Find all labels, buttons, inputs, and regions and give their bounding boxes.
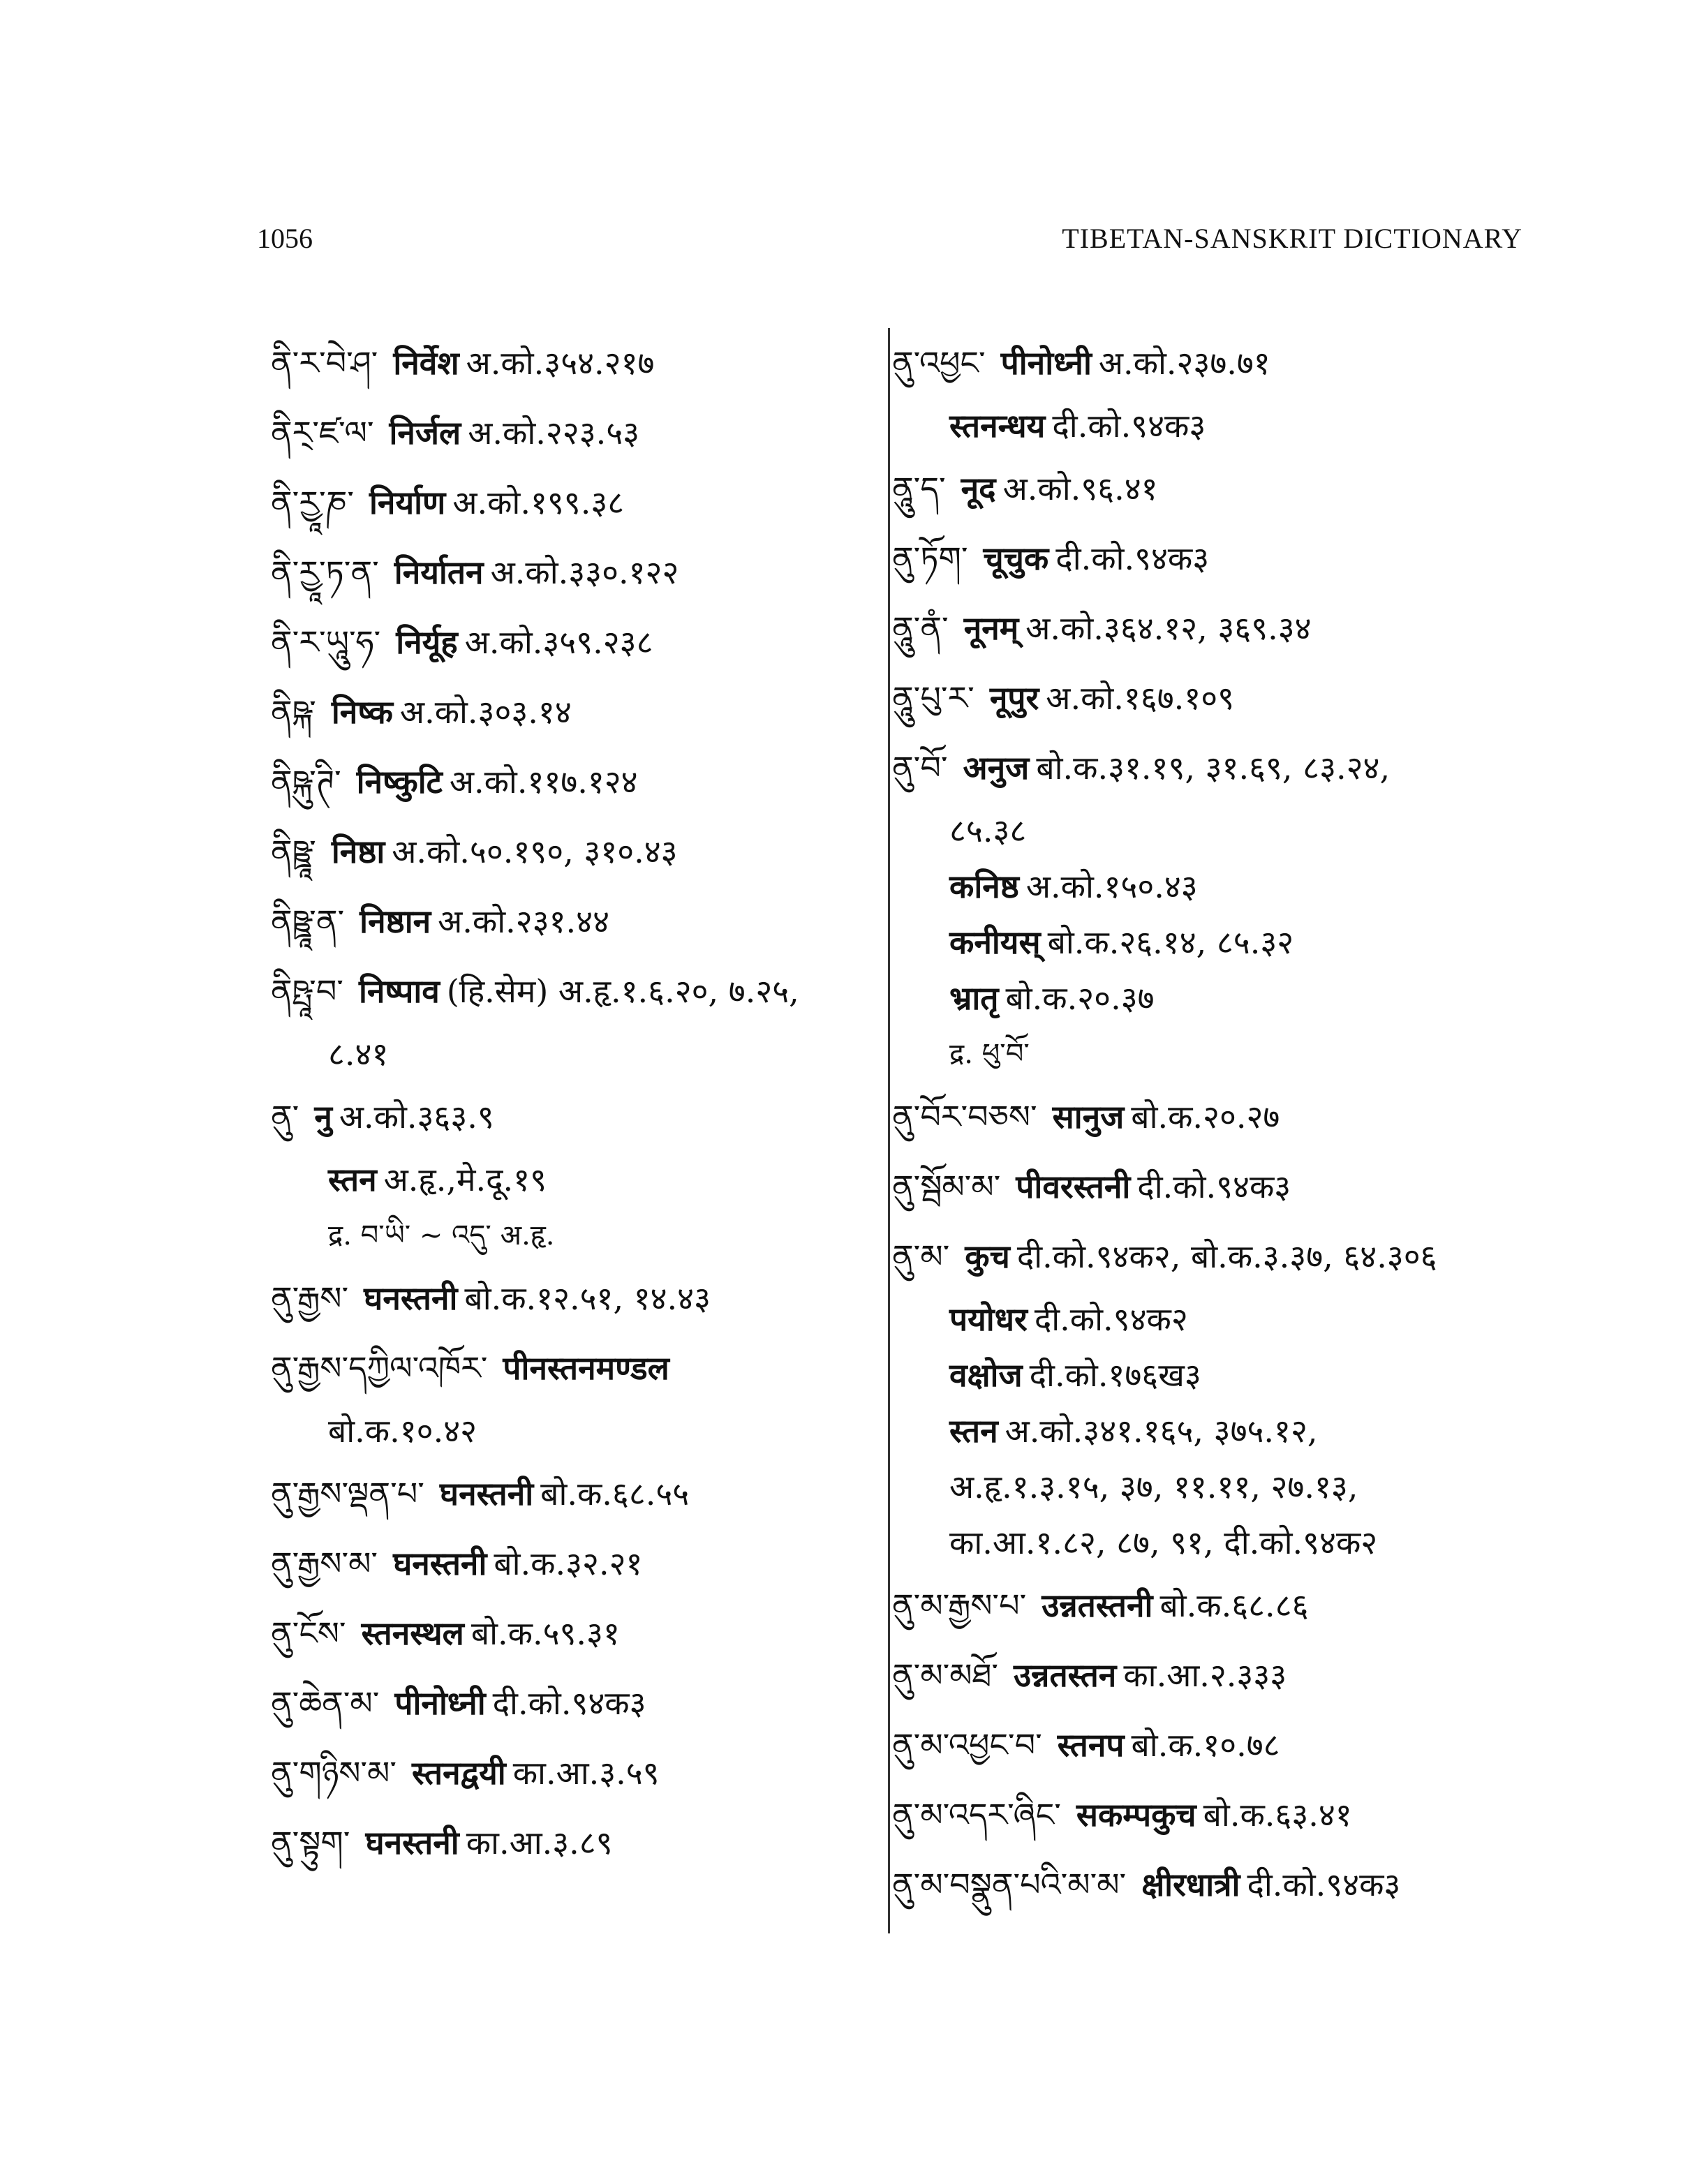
sanskrit-equivalent: स्तनन्धय: [949, 407, 1046, 445]
source-reference: का.आ.१.८२, ८७, ९१, दी.को.९४क२: [949, 1524, 1378, 1561]
source-reference: ८५.३८: [949, 812, 1027, 849]
tibetan-headword: ནུ་བོར་བཅས་: [892, 1098, 1037, 1136]
sanskrit-equivalent: उन्नतस्तनी: [1042, 1587, 1153, 1624]
left-column: [271, 328, 864, 1878]
sanskrit-equivalent: अनुज: [963, 749, 1030, 787]
tibetan-headword: ནུ་མ་: [892, 1238, 950, 1275]
tibetan-headword: ནི་རྱཱ་ཎ་: [271, 484, 355, 521]
entry-continuation: [892, 1515, 1534, 1570]
sanskrit-equivalent: निष्पाव: [358, 972, 440, 1010]
entry-continuation: [892, 1291, 1534, 1347]
source-reference: अ.को.९६.४१: [1002, 470, 1158, 507]
source-reference: अ.को.३०३.१४: [399, 693, 572, 731]
sanskrit-equivalent: घनस्तनी: [364, 1279, 458, 1317]
tibetan-headword: ནིཥྛཱ་ན་: [271, 902, 345, 940]
source-reference: दी.को.९४क३: [1055, 540, 1210, 577]
dictionary-entry: [271, 1529, 864, 1598]
source-reference: का.आ.२.३३३: [1123, 1656, 1287, 1694]
dictionary-entry: [892, 523, 1534, 593]
source-reference: अ.को.११७.१२४: [449, 763, 638, 801]
tibetan-headword: ནུ་སྦོམ་མ་: [892, 1168, 1001, 1205]
sanskrit-equivalent: स्तनद्वयी: [412, 1754, 506, 1792]
source-reference: अ.को.२२३.५३: [468, 414, 640, 452]
entry-continuation: [892, 803, 1534, 859]
sanskrit-equivalent: स्तन: [328, 1161, 377, 1198]
source-reference: अ.को.१९९.३८: [452, 484, 625, 521]
dictionary-entry: [271, 1459, 864, 1529]
sanskrit-equivalent: चूचुक: [983, 540, 1049, 577]
sanskrit-equivalent: नूनम्: [963, 609, 1019, 647]
sanskrit-equivalent: नूपुर: [989, 679, 1039, 717]
dictionary-entry: [271, 1668, 864, 1738]
tibetan-headword: ནུ་རྒྱས་དཀྱིལ་འཁོར་: [271, 1349, 488, 1387]
source-reference: अ.को.३५४.२१७: [466, 344, 655, 382]
source-reference: अ.को.५०.१९०, ३१०.४३: [392, 833, 678, 870]
source-reference: बो.क.२०.२७: [1131, 1098, 1280, 1136]
sanskrit-equivalent: कुच: [965, 1238, 1010, 1275]
sanskrit-equivalent: निष्ठा: [331, 833, 385, 870]
source-reference: बो.क.६८.५५: [540, 1475, 690, 1513]
dictionary-entry: [892, 1221, 1534, 1291]
sanskrit-equivalent: निर्याण: [369, 484, 446, 521]
right-column: [892, 328, 1534, 1919]
tibetan-headword: ནི་རྱཱ་ཏ་ན་: [271, 554, 379, 591]
tibetan-headword: ནུ་སྟུག་: [271, 1824, 350, 1862]
source-reference: अ.को.१५०.४३: [1025, 868, 1198, 905]
sanskrit-equivalent: निर्वेश: [393, 344, 459, 382]
dictionary-entry: [271, 1808, 864, 1878]
dictionary-entry: [892, 663, 1534, 733]
sanskrit-equivalent: पीनोध्नी: [394, 1684, 486, 1722]
dictionary-entry: [271, 1333, 864, 1403]
source-reference: बो.क.५९.३१: [470, 1614, 620, 1652]
cross-reference: [271, 1208, 864, 1263]
cross-reference-text: द्र. བ་ཡི་ ~ འདུ་ अ.हृ.: [328, 1219, 555, 1251]
dictionary-entry: [271, 956, 864, 1026]
sanskrit-equivalent: कनीयस्: [949, 923, 1041, 961]
source-reference: का.आ.३.८९: [466, 1824, 613, 1862]
entry-continuation: [271, 1152, 864, 1208]
sanskrit-equivalent: पीनोध्नी: [1000, 344, 1092, 382]
dictionary-entry: [892, 328, 1534, 398]
source-reference: अ.को.२३१.४४: [438, 902, 609, 940]
page-number: 1056: [257, 223, 313, 254]
tibetan-headword: ནུ་ངོས་: [271, 1614, 346, 1652]
running-head: TIBETAN-SANSKRIT DICTIONARY: [1062, 223, 1522, 254]
sanskrit-equivalent: वक्षोज: [949, 1356, 1023, 1394]
dictionary-entry: [892, 1780, 1534, 1850]
dictionary-entry: [892, 1152, 1534, 1221]
entry-continuation: [892, 398, 1534, 454]
source-reference: अ.को.३६४.१२, ३६९.३४: [1025, 609, 1312, 647]
tibetan-headword: ནིཥྛཱ་: [271, 833, 316, 870]
sanskrit-equivalent: निर्यातन: [394, 554, 484, 591]
source-reference: बो.क.६८.८६: [1159, 1587, 1309, 1624]
source-reference: अ.को.२३७.७१: [1098, 344, 1270, 382]
source-reference: अ.को.३६३.९: [339, 1098, 494, 1136]
entry-continuation: [271, 1026, 864, 1082]
dictionary-entry: [892, 1710, 1534, 1780]
sanskrit-equivalent: घनस्तनी: [439, 1475, 534, 1513]
sanskrit-equivalent: पीवरस्तनी: [1016, 1168, 1131, 1205]
entry-continuation: [892, 859, 1534, 914]
source-reference: बो.क.३२.२१: [494, 1545, 643, 1582]
source-reference: बो.क.२६.१४, ८५.३२: [1047, 923, 1294, 961]
tibetan-headword: ནཱུ་པུ་ར་: [892, 679, 974, 717]
dictionary-entry: [271, 468, 864, 537]
dictionary-entry: [892, 1850, 1534, 1919]
source-reference: बो.क.१२.५१, १४.४३: [464, 1279, 711, 1317]
cross-reference: [892, 1026, 1534, 1082]
tibetan-headword: ནུ་མ་འཕྱང་བ་: [892, 1726, 1042, 1764]
sanskrit-equivalent: सानुज: [1052, 1098, 1125, 1136]
dictionary-entry: [271, 1738, 864, 1808]
dictionary-entry: [271, 677, 864, 747]
dictionary-entry: [271, 398, 864, 468]
source-reference: अ.हृ.१.३.१५, ३७, ११.११, २७.१३,: [949, 1468, 1358, 1506]
source-reference: बो.क.१०.७८: [1131, 1726, 1280, 1764]
source-reference: बो.क.६३.४१: [1203, 1796, 1352, 1834]
sanskrit-equivalent: निर्यूह: [396, 623, 458, 661]
dictionary-entry: [271, 886, 864, 956]
tibetan-headword: ནིཥྐ་: [271, 693, 316, 731]
tibetan-headword: ནིཥྐུ་ཊི་: [271, 763, 341, 801]
dictionary-entry: [271, 1263, 864, 1333]
source-reference: दी.को.९४क३: [1247, 1866, 1401, 1903]
entry-continuation: [271, 1403, 864, 1459]
source-reference: दी.को.१७६ख३: [1029, 1356, 1201, 1394]
tibetan-headword: ནིར྄་ཛ་ལ་: [271, 414, 374, 452]
source-reference: (हि.सेम) अ.हृ.१.६.२०, ७.२५,: [446, 972, 799, 1010]
dictionary-entry: [271, 537, 864, 607]
sanskrit-equivalent: उन्नतस्तन: [1014, 1656, 1117, 1694]
tibetan-headword: ནུ་རྒྱས་: [271, 1279, 349, 1317]
dictionary-entry: [892, 593, 1534, 663]
entry-continuation: [892, 914, 1534, 970]
column-divider: [888, 328, 890, 1933]
dictionary-entry: [271, 747, 864, 817]
dictionary-entry: [271, 328, 864, 398]
sanskrit-equivalent: स्तनस्थल: [361, 1614, 464, 1652]
tibetan-headword: ནི་ར་ཡཱུ་ཧ་: [271, 623, 381, 661]
tibetan-headword: ནུ་རྒྱས་ལྡན་པ་: [271, 1475, 424, 1513]
source-reference: दी.को.९४क३: [1052, 407, 1206, 445]
dictionary-entry: [271, 1082, 864, 1152]
source-reference: दी.को.९४क३: [1137, 1168, 1291, 1205]
tibetan-headword: ནུ་ཆེན་མ་: [271, 1684, 380, 1722]
source-reference: अ.को.३५९.२३८: [464, 623, 653, 661]
sanskrit-equivalent: पयोधर: [949, 1300, 1028, 1338]
sanskrit-equivalent: भ्रातृ: [949, 979, 999, 1017]
tibetan-headword: ནུ་ཏོག་: [892, 540, 968, 577]
entry-continuation: [892, 1403, 1534, 1459]
source-reference: अ.को.१६७.१०९: [1046, 679, 1235, 717]
sanskrit-equivalent: घनस्तनी: [393, 1545, 487, 1582]
sanskrit-equivalent: स्तन: [949, 1412, 998, 1450]
sanskrit-equivalent: स्तनप: [1057, 1726, 1125, 1764]
tibetan-headword: ནཱུ་ད་: [892, 470, 946, 507]
dictionary-entry: [892, 1640, 1534, 1710]
tibetan-headword: ནི་ར་བེ་ཤ་: [271, 344, 378, 382]
source-reference: बो.क.३१.१९, ३१.६९, ८३.२४,: [1036, 749, 1391, 787]
source-reference: बो.क.२०.३७: [1005, 979, 1155, 1017]
source-reference: अ.को.३४१.१६५, ३७५.१२,: [1005, 1412, 1318, 1450]
source-reference: दी.को.९४क२: [1034, 1300, 1188, 1338]
sanskrit-equivalent: नूद: [961, 470, 996, 507]
tibetan-headword: ནུ་མ་མཐོ་: [892, 1656, 999, 1694]
source-reference: ८.४१: [328, 1035, 389, 1073]
sanskrit-equivalent: निष्कुटि: [356, 763, 443, 801]
sanskrit-equivalent: निर्जल: [389, 414, 461, 452]
source-reference: का.आ.३.५९: [512, 1754, 660, 1792]
tibetan-headword: ནུ་རྒྱས་མ་: [271, 1545, 378, 1582]
sanskrit-equivalent: कनिष्ठ: [949, 868, 1019, 905]
source-reference: अ.को.३३०.१२२: [490, 554, 679, 591]
cross-reference-text: द्र. ཕུ་བོ་: [949, 1038, 1030, 1070]
tibetan-headword: ནུ་གཉིས་མ་: [271, 1754, 396, 1792]
dictionary-entry: [892, 1570, 1534, 1640]
dictionary-entry: [271, 607, 864, 677]
sanskrit-equivalent: क्षीरधात्री: [1141, 1866, 1240, 1903]
dictionary-entry: [892, 733, 1534, 803]
sanskrit-equivalent: सकम्पकुच: [1076, 1796, 1196, 1834]
tibetan-headword: ནུ་མ་བསྣུན་པའི་མ་མ་: [892, 1866, 1127, 1903]
dictionary-entry: [271, 817, 864, 886]
source-reference: दी.को.९४क२, बो.क.३.३७, ६४.३०६: [1016, 1238, 1437, 1275]
sanskrit-equivalent: घनस्तनी: [365, 1824, 459, 1862]
tibetan-headword: ནུ་: [271, 1098, 299, 1136]
entry-continuation: [892, 1347, 1534, 1403]
dictionary-entry: [892, 1082, 1534, 1152]
entry-continuation: [892, 970, 1534, 1026]
source-reference: अ.हृ.,मे.दू.१९: [383, 1161, 547, 1198]
sanskrit-equivalent: पीनस्तनमण्डल: [503, 1349, 669, 1387]
tibetan-headword: ནུ་མ་འདར་ཞིང་: [892, 1796, 1061, 1834]
dictionary-entry: [271, 1598, 864, 1668]
tibetan-headword: ནཱུ་ནཾ་: [892, 609, 949, 647]
sanskrit-equivalent: नु: [314, 1098, 332, 1136]
sanskrit-equivalent: निष्ठान: [360, 902, 431, 940]
source-reference: दी.को.९४क३: [492, 1684, 646, 1722]
entry-continuation: [892, 1459, 1534, 1515]
tibetan-headword: ནིཥྤཱ་བ་: [271, 972, 343, 1010]
sanskrit-equivalent: निष्क: [331, 693, 393, 731]
tibetan-headword: ནུ་བོ་: [892, 749, 948, 787]
dictionary-entry: [892, 454, 1534, 523]
source-reference: बो.क.१०.४२: [328, 1412, 477, 1450]
tibetan-headword: ནུ་འཕྱང་: [892, 344, 986, 382]
tibetan-headword: ནུ་མ་རྒྱས་པ་: [892, 1587, 1027, 1624]
